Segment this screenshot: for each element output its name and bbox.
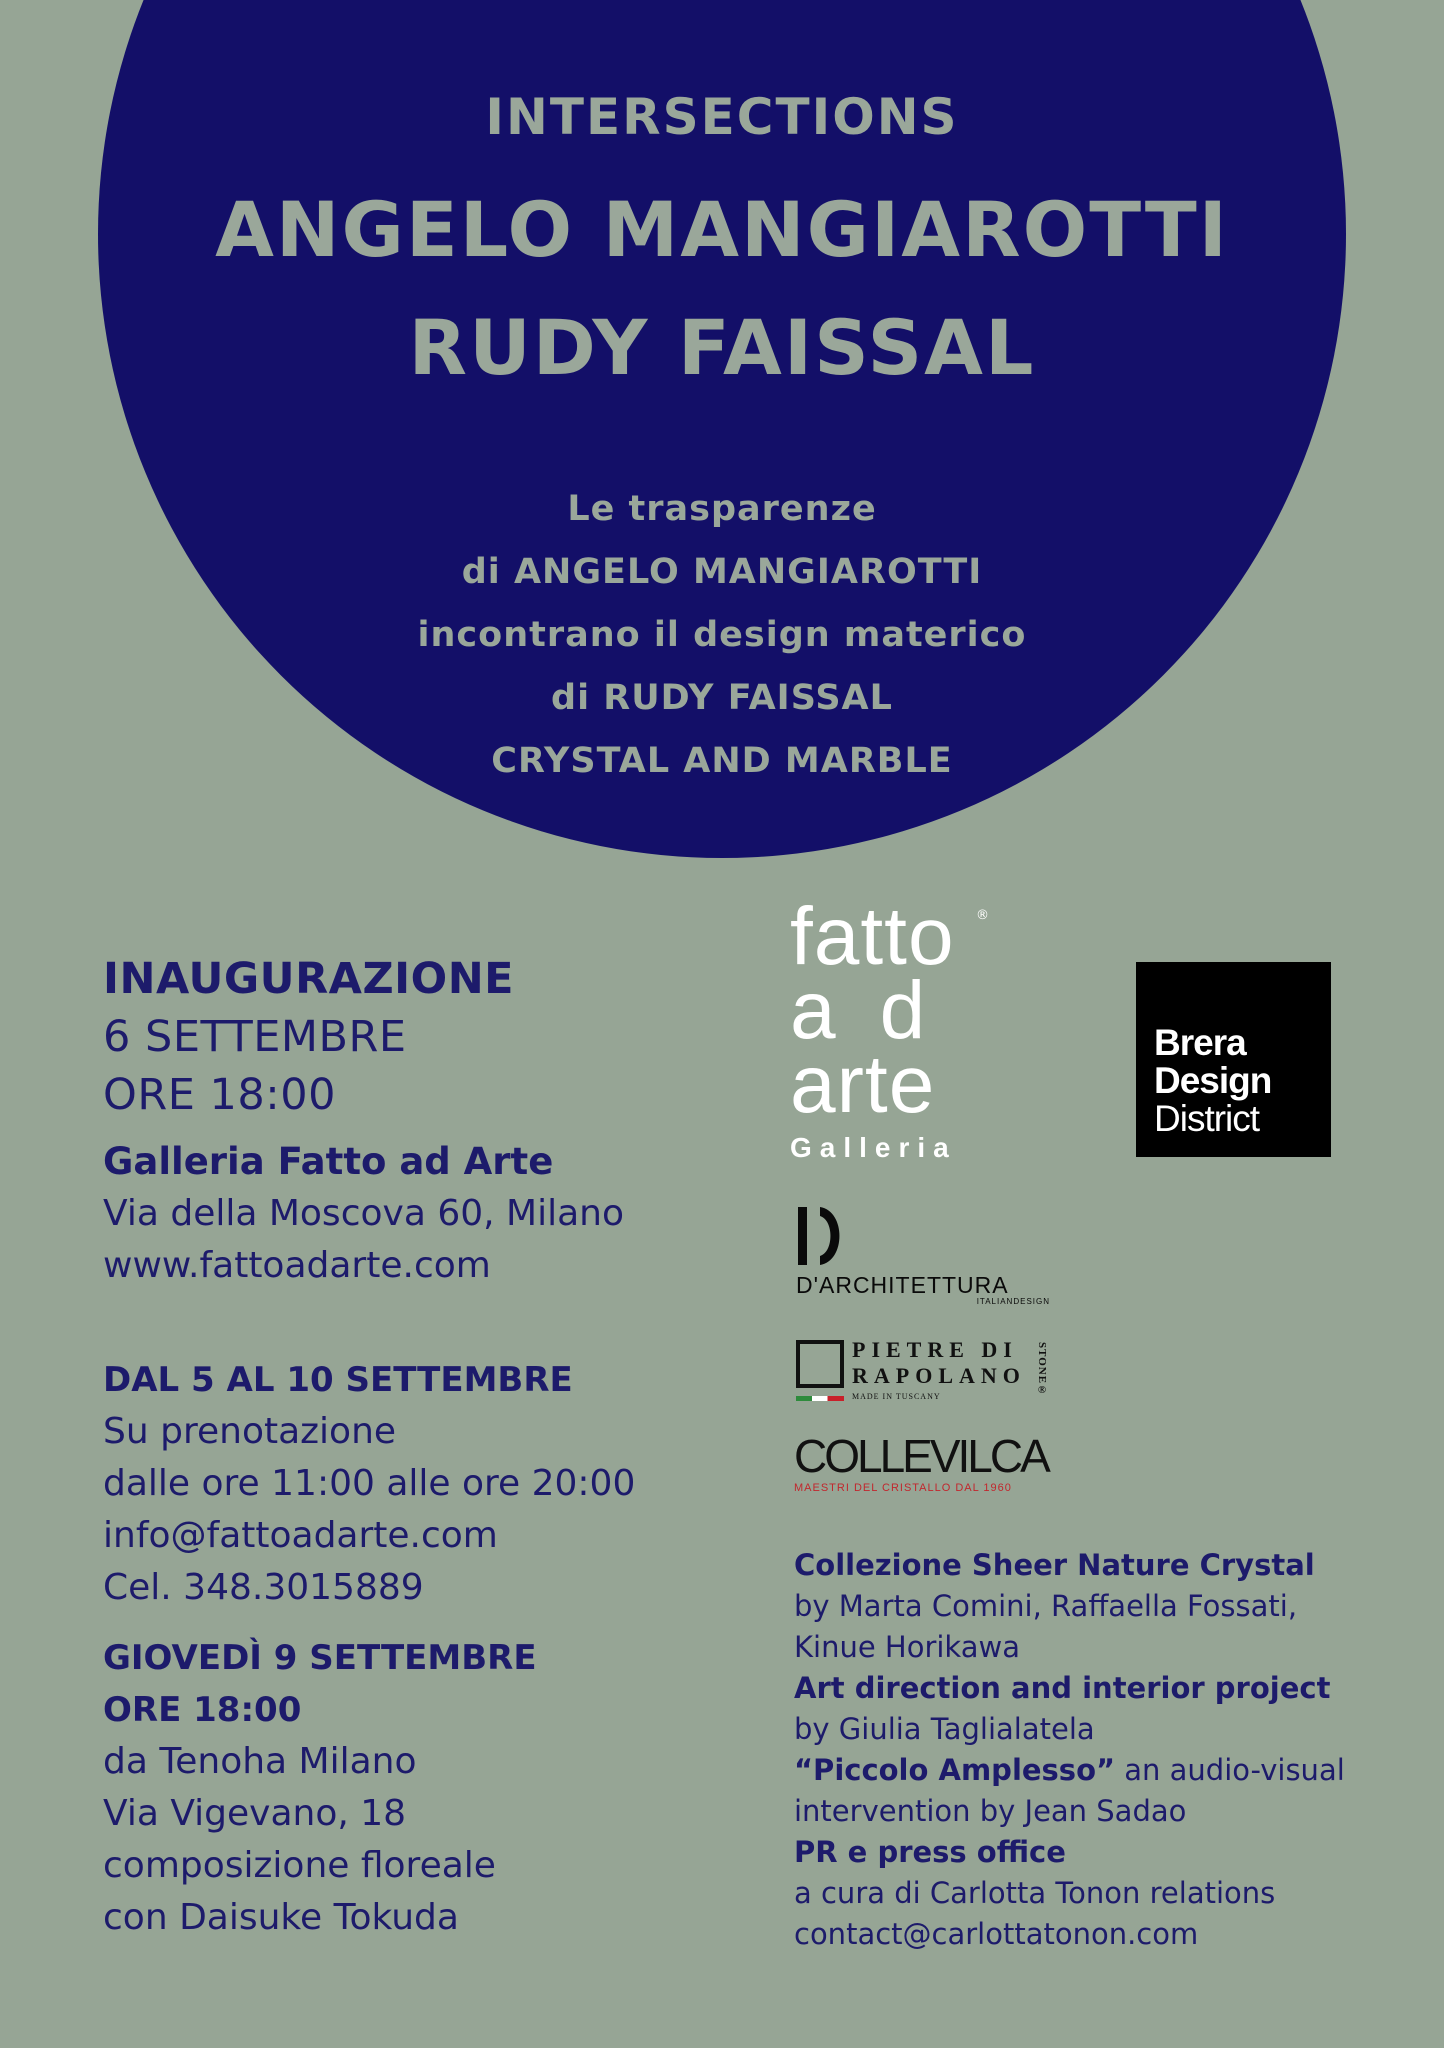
credit-line: a cura di Carlotta Tonon relations	[794, 1876, 1276, 1910]
pietre-logo-line: PIETRE DI	[852, 1337, 1018, 1362]
press-email-link[interactable]: contact@carlottatonon.com	[794, 1917, 1199, 1951]
pietre-logo-line: RAPOLANO	[852, 1363, 1026, 1388]
credit-title: “Piccolo Amplesso”	[794, 1753, 1116, 1787]
pietre-logo-side: STONE®	[1036, 1342, 1048, 1398]
credit-heading: Art direction and interior project	[794, 1671, 1331, 1705]
special-event-line: con Daisuke Tokuda	[103, 1897, 459, 1938]
inauguration-date: 6 SETTEMBRE	[103, 1012, 407, 1062]
subtitle-line: di ANGELO MANGIAROTTI	[461, 552, 983, 592]
special-event-line: da Tenoha Milano	[103, 1741, 417, 1782]
registered-mark: ®	[976, 908, 989, 923]
venue-name: Galleria Fatto ad Arte	[103, 1140, 554, 1183]
inauguration-time: ORE 18:00	[103, 1070, 336, 1120]
subtitle-line: di RUDY FAISSAL	[551, 678, 893, 718]
brera-logo-line: Brera	[1154, 1022, 1246, 1063]
brera-design-district-logo	[1136, 962, 1331, 1157]
collevilca-logo	[794, 1430, 1048, 1494]
credits	[794, 1545, 1354, 1955]
event-info	[103, 950, 703, 1944]
pietre-di-rapolano-logo	[794, 1338, 1064, 1404]
darchitettura-tag: ITALIANDESIGN	[976, 1297, 1050, 1306]
exhibition-phone: Cel. 348.3015889	[103, 1567, 424, 1608]
collevilca-name: COLLEVILCA	[794, 1430, 1048, 1482]
venue-address: Via della Moscova 60, Milano	[103, 1193, 624, 1234]
exhibition-heading: DAL 5 AL 10 SETTEMBRE	[103, 1360, 573, 1400]
credit-line-rest: an audio-visual	[1115, 1753, 1345, 1787]
special-event-line: Via Vigevano, 18	[103, 1793, 407, 1834]
fatto-logo-line: fatto	[790, 891, 955, 982]
subtitle	[98, 478, 1346, 793]
subtitle-line: Le trasparenze	[567, 489, 877, 529]
inauguration-heading: INAUGURAZIONE	[103, 954, 515, 1004]
special-event-time: ORE 18:00	[103, 1690, 302, 1730]
credit-line	[794, 1750, 1354, 1791]
special-event-line: composizione floreale	[103, 1845, 496, 1886]
subtitle-line: CRYSTAL AND MARBLE	[491, 741, 953, 781]
brera-logo-line: Design	[1154, 1060, 1272, 1101]
fatto-logo-line: arte	[790, 1039, 936, 1130]
fatto-ad-arte-logo	[790, 891, 1010, 1168]
fatto-logo-line: ad	[790, 965, 970, 1056]
pietre-square-icon	[796, 1340, 844, 1388]
credit-line: intervention by Jean Sadao	[794, 1794, 1187, 1828]
subtitle-line: incontrano il design materico	[417, 615, 1027, 655]
fatto-logo-sub: Galleria	[790, 1132, 957, 1163]
italian-flag-icon	[796, 1396, 844, 1401]
darchitettura-name: D'ARCHITETTURA	[796, 1272, 1009, 1298]
artist-name-1: ANGELO MANGIAROTTI	[215, 185, 1229, 274]
darchitettura-logo	[796, 1205, 1056, 1306]
special-event-heading: GIOVEDÌ 9 SETTEMBRE	[103, 1638, 537, 1678]
brera-logo-line: District	[1154, 1098, 1260, 1139]
exhibition-line: dalle ore 11:00 alle ore 20:00	[103, 1463, 636, 1504]
credit-line: by Giulia Taglialatela	[794, 1712, 1095, 1746]
collevilca-tag: MAESTRI DEL CRISTALLO DAL 1960	[794, 1482, 1012, 1494]
credit-heading: PR e press office	[794, 1835, 1066, 1869]
pietre-logo-tag: MADE IN TUSCANY	[852, 1392, 941, 1401]
series-title: INTERSECTIONS	[485, 88, 959, 146]
venue-website-link[interactable]: www.fattoadarte.com	[103, 1245, 491, 1286]
credit-heading: Collezione Sheer Nature Crystal	[794, 1548, 1315, 1582]
darchitettura-mark-icon	[796, 1205, 856, 1267]
credit-line: Kinue Horikawa	[794, 1630, 1020, 1664]
exhibition-email-link[interactable]: info@fattoadarte.com	[103, 1515, 498, 1556]
artist-name-2: RUDY FAISSAL	[408, 303, 1036, 392]
exhibition-line: Su prenotazione	[103, 1411, 397, 1452]
credit-line: by Marta Comini, Raffaella Fossati,	[794, 1589, 1298, 1623]
